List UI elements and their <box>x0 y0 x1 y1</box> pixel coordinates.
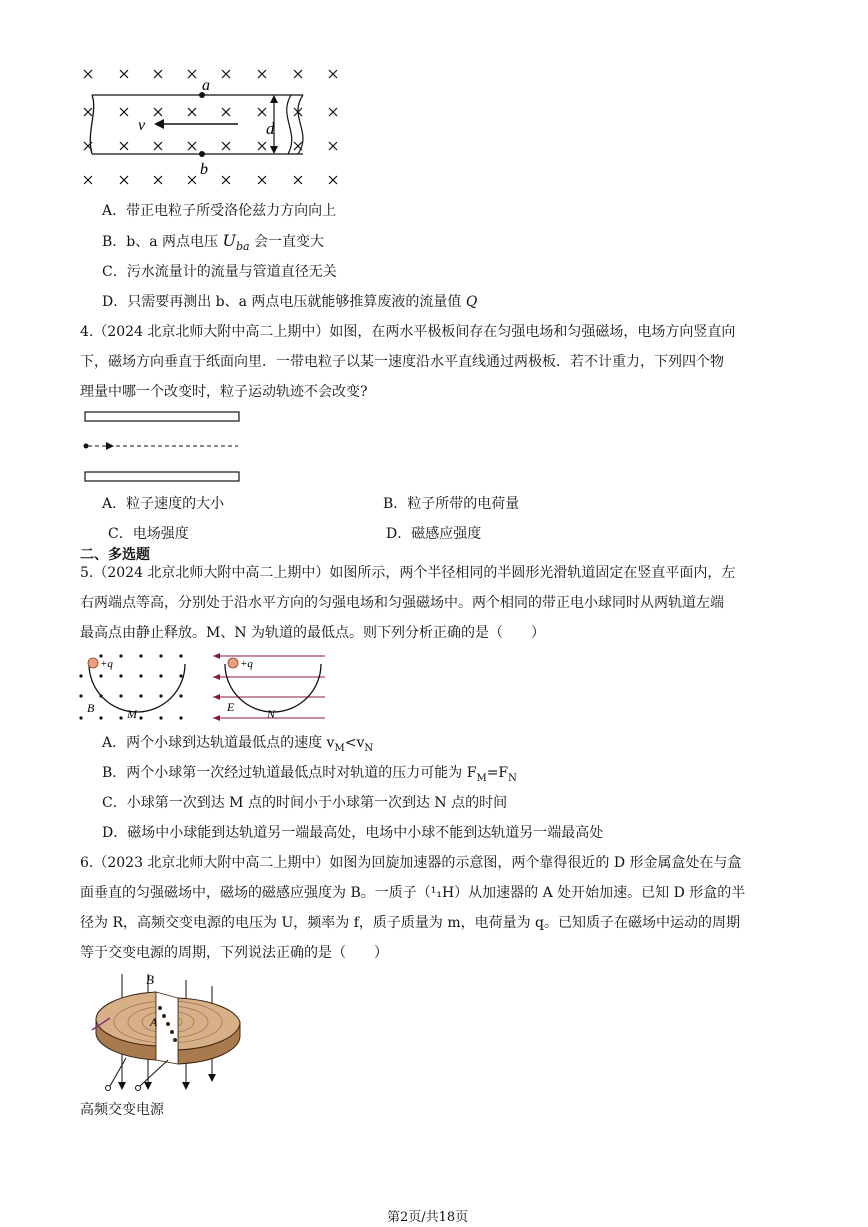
terminal-left <box>106 1086 111 1091</box>
q5-option-b-mid: =F <box>486 765 509 781</box>
q4-option-c: C．电场强度 <box>108 526 189 542</box>
field-dot <box>119 674 122 677</box>
field-dot <box>159 654 162 657</box>
field-dot <box>179 716 182 719</box>
field-dot <box>119 694 122 697</box>
q4-stem-line-2: 下，磁场方向垂直于纸面向里．一带电粒子以某一速度沿水平直线通过两极板．若不计重力，下列四个物 <box>80 354 724 370</box>
field-dot <box>139 694 142 697</box>
section-title: 二、多选题 <box>80 547 150 563</box>
q4-stem-line-3: 理量中哪一个改变时，粒子运动轨迹不会改变? <box>80 384 368 400</box>
q6-stem-line-2: 面垂直的匀强磁场中，磁场的磁感应强度为 B。一质子（¹₁H）从加速器的 A 处开始加速。已知 D 形盒的半 <box>80 885 746 901</box>
q5-option-a-sub-2: N <box>364 742 374 754</box>
lower-plate <box>85 472 239 481</box>
q5-option-b-sub-1: M <box>476 772 487 784</box>
q4-option-a: A．粒子速度的大小 <box>102 496 225 512</box>
q5-option-a-text: A．两个小球到达轨道最低点的速度 v <box>102 735 335 751</box>
ball-magnetic <box>88 658 98 668</box>
q5-stem-line-2: 右两端点等高，分别处于沿水平方向的匀强电场和匀强磁场中。两个相同的带正电小球同时从两轨道左端 <box>80 595 724 611</box>
electric-field-arrowheads <box>213 653 220 721</box>
magnetic-field-arrowheads <box>118 1074 216 1090</box>
magnetic-field-crosses <box>84 70 337 184</box>
label-B: B <box>87 701 95 715</box>
q5-stem-line-3: 最高点由静止释放。M、N 为轨道的最低点。则下列分析正确的是（ ） <box>80 625 546 641</box>
particle <box>84 444 89 449</box>
charge-label-electric: +q <box>240 658 253 670</box>
terminal-right <box>136 1086 141 1091</box>
particle-direction-arrow <box>106 442 114 450</box>
accelerating-gap <box>156 992 178 1064</box>
q3-option-d-text: D．只需要再测出 b、a 两点电压就能够推算废液的流量值 <box>102 294 466 310</box>
q5-option-d: D．磁场中小球能到达轨道另一端最高处，电场中小球不能到达轨道另一端最高处 <box>102 825 604 841</box>
page-footer: 第2页/共18页 <box>387 1210 469 1225</box>
semicircle-track-electric <box>225 664 321 712</box>
q5-electric-track-figure <box>205 650 330 725</box>
field-dot <box>119 654 122 657</box>
q5-option-b-sub-2: N <box>508 772 517 784</box>
field-dot <box>119 716 122 719</box>
field-dot <box>79 716 82 719</box>
field-dot <box>159 674 162 677</box>
pipe-end-curve <box>287 95 303 154</box>
q5-option-c: C．小球第一次到达 M 点的时间小于小球第一次到达 N 点的时间 <box>102 795 508 811</box>
field-dot <box>179 674 182 677</box>
semicircle-track-magnetic <box>89 664 185 712</box>
q3-option-b-tail: 会一直变大 <box>249 234 325 250</box>
q3-option-b <box>102 231 324 257</box>
label-v: v <box>138 117 146 134</box>
field-dot <box>79 674 82 677</box>
q3-option-b-subscript: ba <box>235 239 250 253</box>
d-arrowhead-bottom <box>270 146 278 154</box>
source-wires <box>110 1058 168 1086</box>
q5-option-b-text: B．两个小球第一次经过轨道最低点时对轨道的压力可能为 F <box>102 765 477 781</box>
q4-option-d: D．磁感应强度 <box>386 526 482 542</box>
q5-option-a-sub-1: M <box>334 742 345 754</box>
velocity-arrowhead <box>154 119 164 129</box>
label-E: E <box>227 700 235 714</box>
charge-label-magnetic: +q <box>100 658 113 670</box>
ball-electric <box>228 658 238 668</box>
q6-stem-line-4: 等于交变电源的周期，下列说法正确的是（ ） <box>80 945 388 961</box>
label-A: A <box>150 1015 158 1029</box>
q3-option-d <box>102 292 477 312</box>
field-dot <box>179 654 182 657</box>
q3-option-d-symbol: Q <box>465 294 478 310</box>
q5-option-a <box>102 733 373 759</box>
q4-option-b: B．粒子所带的电荷量 <box>383 496 520 512</box>
label-a: a <box>202 77 210 94</box>
field-dot <box>79 694 82 697</box>
label-N: N <box>267 707 276 721</box>
field-dot <box>179 694 182 697</box>
q6-cyclotron-figure <box>80 968 260 1096</box>
q6-stem-line-1: 6.（2023 北京北师大附中高二上期中）如图为回旋加速器的示意图，两个靠得很近的 D 形金属盒处在与盒 <box>80 855 742 871</box>
q3-flowmeter-figure <box>78 62 348 192</box>
field-dot <box>139 654 142 657</box>
q3-option-b-symbol: U <box>222 231 236 250</box>
label-d: d <box>266 119 275 138</box>
q4-plates-figure <box>80 408 250 488</box>
q6-figure-caption: 高频交变电源 <box>80 1102 164 1118</box>
label-M: M <box>127 707 137 721</box>
field-dot <box>159 694 162 697</box>
upper-plate <box>85 412 239 421</box>
q3-option-c: C．污水流量计的流量与管道直径无关 <box>102 264 337 280</box>
q3-option-a: A．带正电粒子所受洛伦兹力方向向上 <box>102 203 337 219</box>
label-b: b <box>200 161 208 178</box>
d-arrowhead-top <box>270 95 278 103</box>
point-b <box>199 151 205 157</box>
q6-stem-line-3: 径为 R，高频交变电源的电压为 U，频率为 f，质子质量为 m，电荷量为 q。已知质子在磁场中运动的周期 <box>80 915 741 931</box>
q5-stem-line-1: 5.（2024 北京北师大附中高二上期中）如图所示，两个半径相同的半圆形光滑轨道固定在竖直平面内，左 <box>80 565 736 581</box>
q5-option-a-mid: <v <box>344 735 365 751</box>
q4-stem-line-1: 4.（2024 北京北师大附中高二上期中）如图，在两水平极板间存在匀强电场和匀强磁场，电场方向竖直向 <box>80 324 736 340</box>
field-dot <box>99 674 102 677</box>
field-dot <box>99 716 102 719</box>
q5-option-b <box>102 763 517 789</box>
q5-magnetic-track-figure <box>75 650 195 725</box>
q3-option-b-text: B．b、a 两点电压 <box>102 234 223 250</box>
label-B: B <box>146 972 154 987</box>
field-dot <box>159 716 162 719</box>
field-dot <box>139 674 142 677</box>
field-dot <box>139 716 142 719</box>
